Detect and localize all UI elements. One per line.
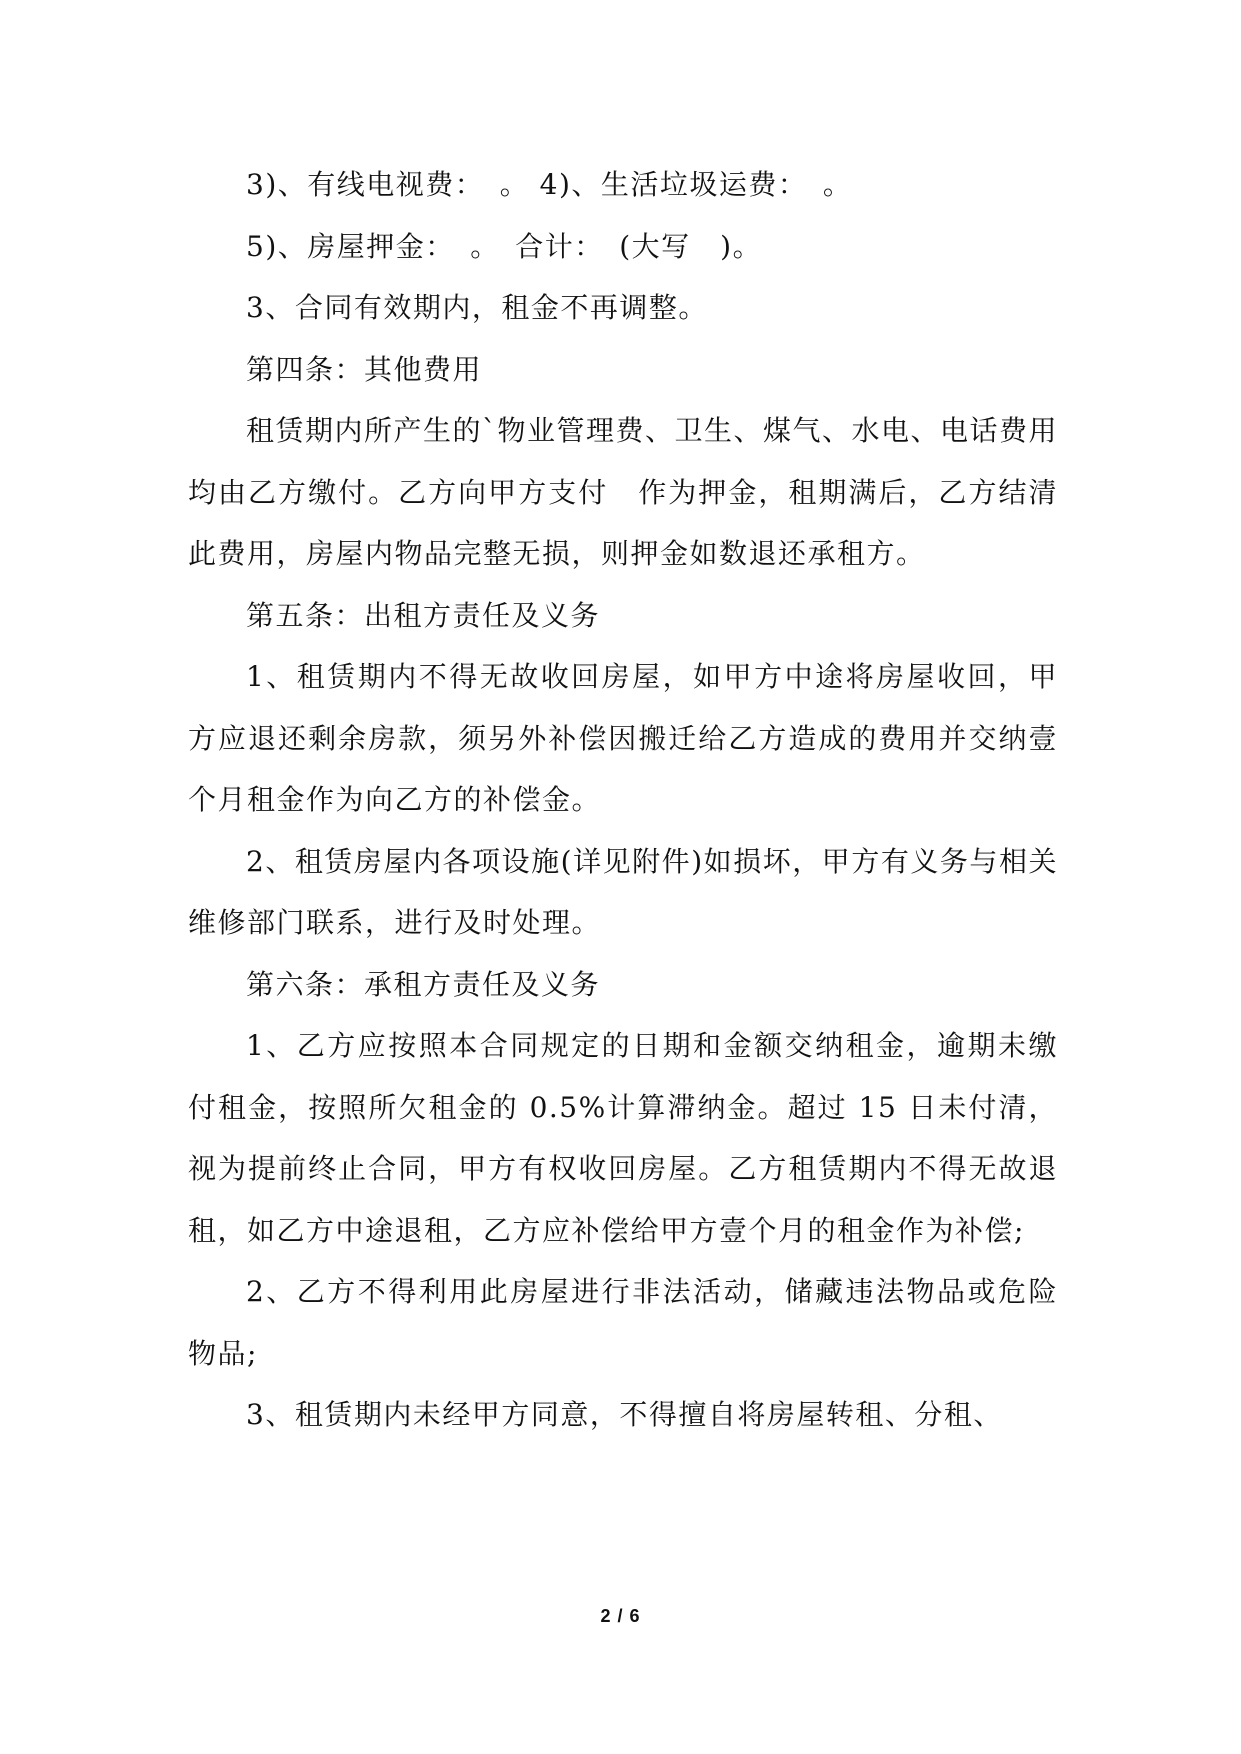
heading-article-5: 第五条：出租方责任及义务	[246, 598, 601, 632]
paragraph-deposit-total: 5)、房屋押金： 。 合计： (大写 )。	[246, 229, 763, 263]
paragraph-other-fees: 租赁期内所产生的`物业管理费、卫生、煤气、水电、电话费用均由乙方缴付。乙方向甲方支付 作为押金，租期满后，乙方结清此费用，房屋内物品完整无损，则押金如数退还承租方。	[188, 414, 1059, 570]
heading-article-6: 第六条：承租方责任及义务	[246, 967, 601, 1001]
paragraph-rent-fixed: 3、合同有效期内，租金不再调整。	[246, 291, 708, 324]
paragraph-lessee-duty-1: 1、乙方应按照本合同规定的日期和金额交纳租金，逾期未缴付租金，按照所欠租金的 0.5%计算滞纳金。超过 15 日未付清，视为提前终止合同，甲方有权收回房屋。乙方租赁期内不得无故退租，如乙方中途退租，乙方应补偿给甲方壹个月的租金作为补偿;	[188, 1029, 1058, 1247]
paragraph-lessor-duty-1: 1、租赁期内不得无故收回房屋，如甲方中途将房屋收回，甲方应退还剩余房款，须另外补偿因搬迁给乙方造成的费用并交纳壹个月租金作为向乙方的补偿金。	[188, 660, 1058, 816]
paragraph-lessor-duty-2: 2、租赁房屋内各项设施(详见附件)如损坏，甲方有义务与相关维修部门联系，进行及时处理。	[188, 844, 1058, 939]
heading-article-4: 第四条：其他费用	[246, 352, 483, 386]
paragraph-lessee-duty-3: 3、租赁期内未经甲方同意，不得擅自将房屋转租、分租、	[246, 1398, 1003, 1431]
document-body	[188, 154, 1058, 1446]
paragraph-fees-3-4: 3)、有线电视费： 。 4)、生活垃圾运费： 。	[246, 168, 853, 201]
page-number: 2 / 6	[600, 1606, 641, 1626]
paragraph-lessee-duty-2: 2、乙方不得利用此房屋进行非法活动，储藏违法物品或危险物品;	[188, 1275, 1058, 1370]
